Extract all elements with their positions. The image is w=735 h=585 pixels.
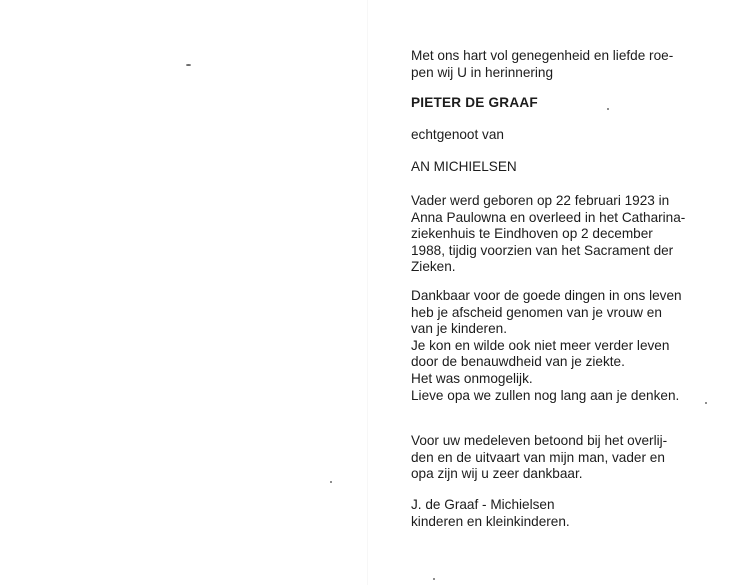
farewell-line: van je kinderen. <box>411 321 507 337</box>
paper-speck <box>186 64 191 66</box>
biography-line: ziekenhuis te Eindhoven op 2 december <box>411 226 653 242</box>
farewell-line: Dankbaar voor de goede dingen in ons leven <box>411 288 682 303</box>
relation-text: echtgenoot van <box>411 127 504 142</box>
thanks-line: opa zijn wij u zeer dankbaar. <box>411 466 583 482</box>
paper-speck <box>433 578 435 580</box>
biography-line: Vader werd geboren op 22 februari 1923 in <box>411 193 670 208</box>
card-fold <box>367 0 368 585</box>
farewell-line: Lieve opa we zullen nog lang aan je denken. <box>411 387 680 403</box>
signature-name: J. de Graaf - Michielsen <box>411 497 555 512</box>
deceased-name: PIETER DE GRAAF <box>411 95 538 110</box>
farewell-line: door de benauwdheid van je ziekte. <box>411 354 625 370</box>
biography-line: 1988, tijdig voorzien van het Sacrament der <box>411 242 674 258</box>
paper-speck <box>705 402 707 404</box>
farewell-line: heb je afscheid genomen van je vrouw en <box>411 304 662 320</box>
spouse-name: AN MICHIELSEN <box>411 159 517 174</box>
biography-paragraph <box>411 193 703 276</box>
biography-line: Anna Paulowna en overleed in het Catharina- <box>411 209 686 225</box>
thanks-paragraph <box>411 433 703 483</box>
intro-paragraph <box>411 48 703 81</box>
intro-line: Met ons hart vol genegenheid en liefde roe- <box>411 48 674 63</box>
signature-family: kinderen en kleinkinderen. <box>411 513 570 529</box>
farewell-line: Je kon en wilde ook niet meer verder leven <box>411 337 670 353</box>
signature-block <box>411 497 703 530</box>
farewell-line: Het was onmogelijk. <box>411 370 533 386</box>
biography-line: Zieken. <box>411 259 456 275</box>
paper-speck <box>330 481 332 483</box>
intro-line: pen wij U in herinnering <box>411 64 554 80</box>
farewell-paragraph <box>411 288 703 404</box>
thanks-line: Voor uw medeleven betoond bij het overlij- <box>411 433 668 448</box>
thanks-line: den en de uitvaart van mijn man, vader en <box>411 449 665 465</box>
